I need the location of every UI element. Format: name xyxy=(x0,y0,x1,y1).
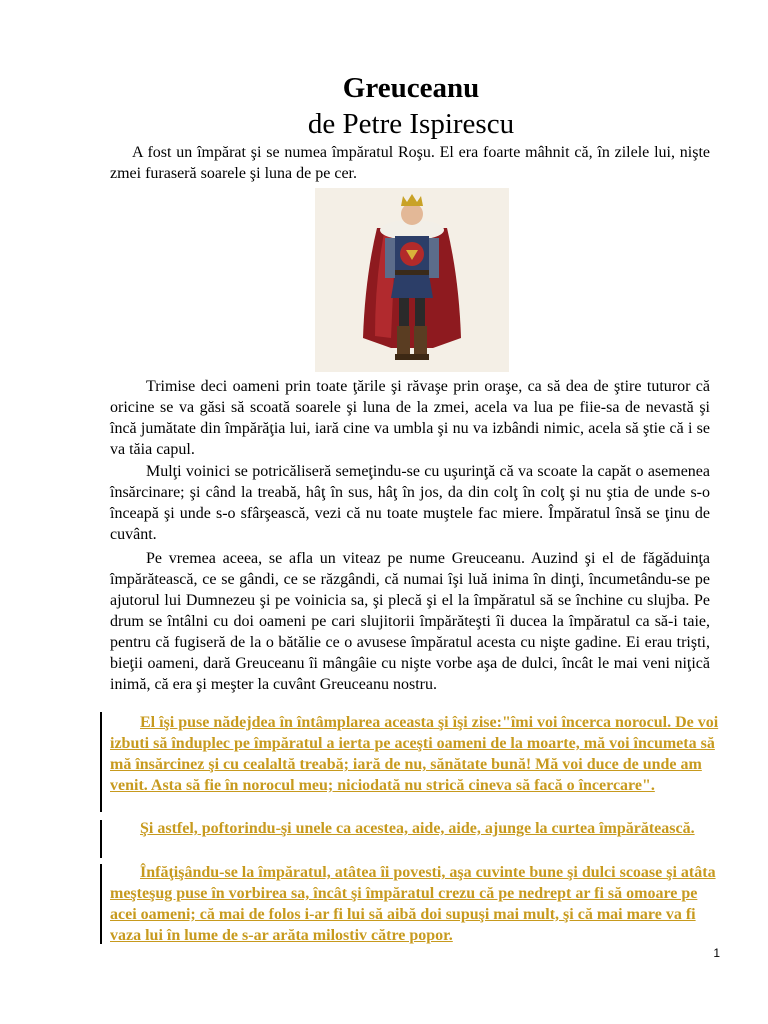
document-title: Greuceanu xyxy=(342,72,480,104)
highlighted-paragraph-3: Înfăţişându-se la împăratul, atâtea îi povesti, aşa cuvinte bune şi dulci scoase şi atâta meşteşug puse în vorbirea sa, încât şi împăratul crezu că pe nedrept ar fi să omoare pe acei oameni; că mai de folos i-ar fi lui să aibă doi supuşi mai mult, şi că mai mare va fi vaza lui în lume de s-ar arăta milostiv către popor. xyxy=(110,864,716,944)
page-number: 1 xyxy=(713,946,720,960)
revision-bar xyxy=(100,712,102,812)
highlighted-paragraph-1: El îşi puse nădejdea în întâmplarea aceasta şi îşi zise:"îmi voi încerca norocul. De voi izbuti să înduplec pe împăratul a ierta pe aceşti oameni de la moarte, mă voi încumeta să mă însărcinez şi cu cealaltă treabă; iară de nu, sănătate bună! Mă voi duce de unde am venit. Asta să fie în norocul meu; niciodată nu strică cineva să facă o încercare". xyxy=(110,714,719,794)
paragraph-2: Trimise deci oameni prin toate ţările şi răvaşe prin oraşe, ca să dea de ştire tuturor că oricine se va găsi să scoată soarele şi luna de la zmei, acela va lua pe fiie-sa de nevastă şi încă jumătate din împărăţia lui, iară cine va umbla şi nu va izbândi nimic, acela să ştie că i se va tăia capul. xyxy=(110,378,710,458)
document-subtitle: de Petre Ispirescu xyxy=(307,108,515,140)
paragraph-3: Mulţi voinici se potricăliseră semeţindu-se cu uşurinţă că va scoate la capăt o asemenea însărcinare; şi când la treabă, hâţ în sus, hâţ în jos, da din colţ în colţ şi nu ştia de unde s-o înceapă şi unde s-o sfârşească, vezi că nu toate muştele fac miere. Împăratul însă se ţinu de cuvânt. xyxy=(110,463,710,543)
revision-bar xyxy=(100,820,102,858)
paragraph-4: Pe vremea aceea, se afla un viteaz pe nume Greuceanu. Auzind şi el de făgăduinţa împărătească, ce se gândi, ce se răzgândi, că numai îşi luă inima în dinţi, încumetându-se pe ajutorul lui Dumnezeu şi pe voinicia sa, şi plecă şi el la împăratul să se închine cu slujba. Pe drum se întâlni cu doi oameni pe cari slujitorii împărăteşti îi ducea la împăratul ca să-i taie, pentru că fugiseră de la o bătălie ce o avusese împăratul acesta cu nişte gadine. Ei erau trişti, bieţii oameni, dară Greuceanu îi mângâie cu nişte vorbe aşa de dulci, încât le mai veni niţică inimă, că era şi meşter la cuvânt Greuceanu nostru. xyxy=(110,550,710,693)
highlighted-paragraph-2: Şi astfel, poftorindu-şi unele ca acestea, aide, aide, ajunge la curtea împărătească. xyxy=(140,820,695,837)
king-illustration-icon xyxy=(315,188,509,372)
paragraph-1: A fost un împărat şi se numea împăratul Roşu. El era foarte mâhnit că, în zilele lui, nişte zmei furaseră soarele şi luna de pe cer. xyxy=(110,144,710,182)
revision-bar xyxy=(100,864,102,944)
